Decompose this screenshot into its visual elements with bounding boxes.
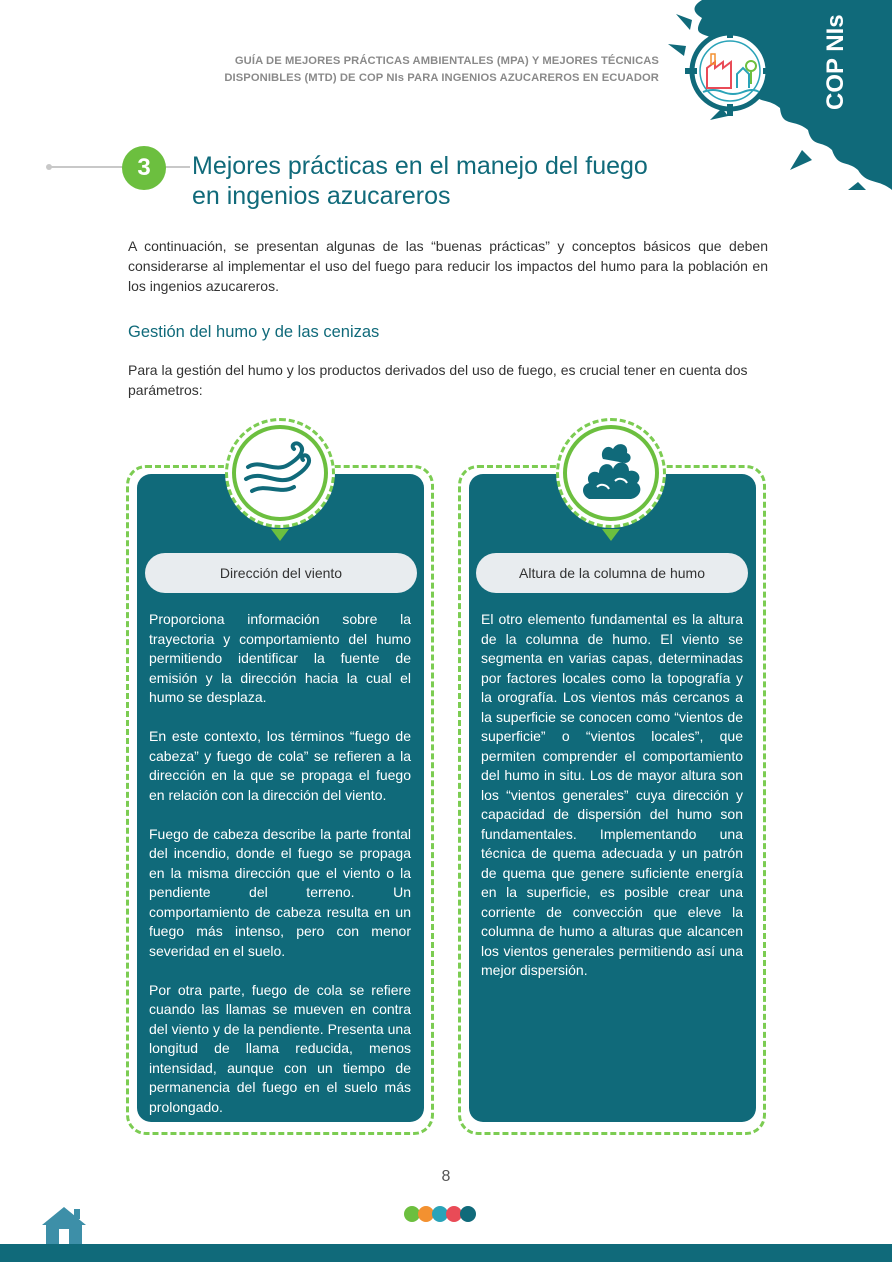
brand-label: COP NIs xyxy=(822,14,849,110)
header-line-2: DISPONIBLES (MTD) DE COP NIs PARA INGENIOS AZUCAREROS EN ECUADOR xyxy=(224,72,659,84)
section-title xyxy=(192,151,712,211)
title-rule-left xyxy=(48,166,123,168)
card-label-smoke: Altura de la columna de humo xyxy=(476,553,748,593)
section-number-badge: 3 xyxy=(122,146,166,190)
card-body-wind xyxy=(149,610,411,1137)
icon-badge-wind xyxy=(232,425,328,521)
card-paragraph: El otro elemento fundamental es la altura de la columna de humo. El viento se segmenta en varias capas, determinadas por factores locales como la topografía y la orografía. Los vientos más cercanos a la superficie se conocen como “vientos de superficie” o “vientos locales”, que permiten comprender el comportamiento del humo in situ. Los de mayor altura son los “vientos generales” cuya dirección y capacidad de dispersión del humo son fundamentales. Implementando una técnica de quema adecuada y un patrón de quema que genere suficiente energía en la superficie, es posible crear una corriente de convección que eleve la columna de humo a alturas que alcancen los vientos generales permitiendo así una mejor dispersión. xyxy=(481,611,743,978)
icon-badge-smoke xyxy=(563,425,659,521)
intro-paragraph-2: Para la gestión del humo y los productos derivados del uso de fuego, es crucial tener en cuenta dos parámetros: xyxy=(128,362,748,398)
factory-target-icon xyxy=(683,24,777,118)
section-title-line-1: Mejores prácticas en el manejo del fuego xyxy=(192,152,648,180)
header-line-1: GUÍA DE MEJORES PRÁCTICAS AMBIENTALES (MPA) Y MEJORES TÉCNICAS xyxy=(234,55,659,67)
home-icon[interactable] xyxy=(38,1205,90,1245)
icon-pointer-wind xyxy=(271,529,289,541)
cop-logo xyxy=(683,24,777,118)
page-number: 8 xyxy=(441,1168,451,1185)
title-rule-right xyxy=(164,166,190,168)
card-label-wind: Dirección del viento xyxy=(145,553,417,593)
card-paragraph: Por otra parte, fuego de cola se refiere cuando las llamas se mueven en contra del viento y de la pendiente. Presenta una longitud de llama reducida, menos intensidad, aunque con un tiempo de permanencia del fuego en el suelo más prolongado. xyxy=(149,981,411,1115)
card-paragraph: Proporciona información sobre la trayectoria y comportamiento del humo permitiendo identificar la fuente de emisión y la dirección hacia la cual el humo se desplaza. xyxy=(149,611,411,705)
section-title-line-2: en ingenios azucareros xyxy=(192,182,451,210)
color-dots xyxy=(404,1206,474,1222)
wind-icon xyxy=(236,429,324,517)
dot-teal xyxy=(460,1206,476,1222)
document-header xyxy=(224,53,659,87)
card-paragraph: Fuego de cabeza describe la parte frontal del incendio, donde el fuego se propaga en la misma dirección que el viento o la pendiente del terreno. Un comportamiento de cabeza resulta en un fuego más intenso, pero con menor severidad en el suelo. xyxy=(149,825,411,959)
card-paragraph: En este contexto, los términos “fuego de cabeza” y fuego de cola” se refieren a la dirección en la que se propaga el fuego en relación con la dirección del viento. xyxy=(149,728,411,803)
intro-paragraph: A continuación, se presentan algunas de las “buenas prácticas” y conceptos básicos que deben considerarse al implementar el uso del fuego para reducir los impactos del humo para la población en los ingenios azucareros. xyxy=(128,238,768,294)
icon-pointer-smoke xyxy=(602,529,620,541)
card-body-smoke xyxy=(481,610,743,1000)
footer-bar xyxy=(0,1244,892,1262)
subheading: Gestión del humo y de las cenizas xyxy=(128,323,380,341)
smoke-icon xyxy=(567,429,655,517)
